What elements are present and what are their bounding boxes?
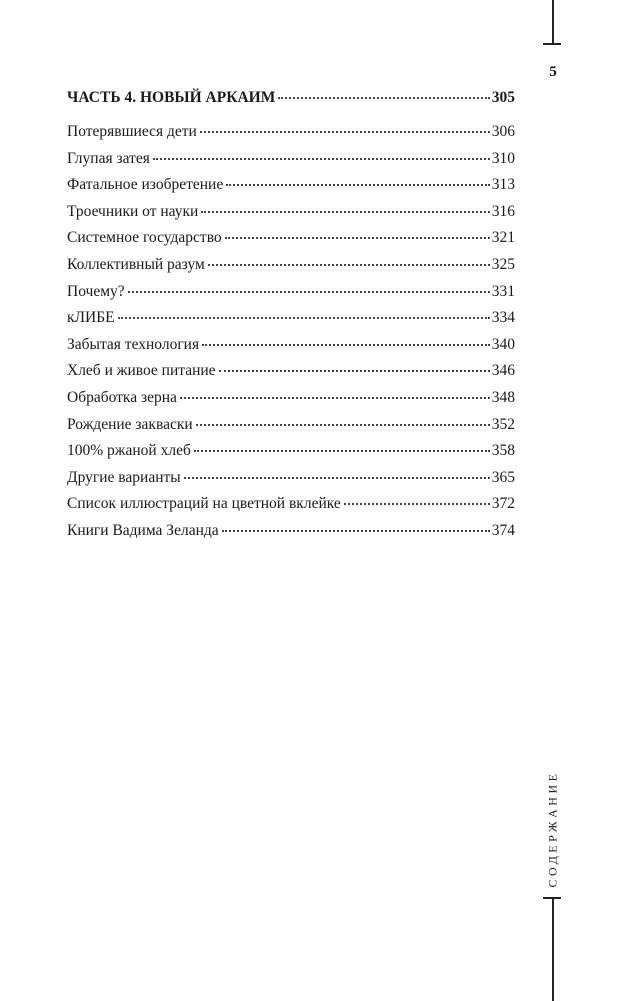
- toc-entry: [67, 336, 515, 363]
- toc-entry: [67, 309, 515, 336]
- toc-entry-page: 321: [491, 229, 515, 247]
- toc-entry-page: 352: [491, 415, 515, 433]
- toc-entry-page: 334: [491, 309, 515, 327]
- toc-leader-dots: [201, 211, 489, 213]
- toc-entry-title: Системное государство: [67, 229, 222, 247]
- toc-entry: [67, 256, 515, 283]
- toc-leader-dots: [180, 397, 490, 399]
- toc-leader-dots: [184, 477, 490, 479]
- toc-entry-page: 313: [491, 176, 515, 194]
- toc-part-title: ЧАСТЬ 4. НОВЫЙ АРКАИМ: [67, 89, 276, 106]
- toc-entry: [67, 123, 515, 150]
- toc-entry: [67, 469, 515, 496]
- toc-entry-title: Коллективный разум: [67, 255, 205, 273]
- toc-leader-dots: [208, 264, 490, 266]
- margin-rule-top: [552, 0, 554, 44]
- toc-entry-page: 325: [491, 255, 515, 273]
- toc-entry-title: Другие варианты: [67, 468, 181, 486]
- toc-leader-dots: [278, 97, 489, 99]
- toc-entry: [67, 362, 515, 389]
- toc-entry-page: 316: [491, 202, 515, 220]
- toc-entry: [67, 283, 515, 310]
- page-number: 5: [549, 64, 557, 80]
- toc-entry-page: 348: [491, 388, 515, 406]
- toc-entry-title: Фатальное изобретение: [67, 176, 224, 194]
- toc-entry: [67, 203, 515, 230]
- toc-leader-dots: [118, 317, 490, 319]
- toc-entry-page: 310: [491, 149, 515, 167]
- toc-entry-title: Потерявшиеся дети: [67, 123, 197, 140]
- toc-entry: [67, 389, 515, 416]
- toc-leader-dots: [344, 503, 490, 505]
- toc-entries: [67, 123, 515, 549]
- toc-entry-page: 340: [491, 335, 515, 353]
- toc-leader-dots: [196, 424, 490, 426]
- toc-entry-title: 100% ржаной хлеб: [67, 442, 191, 460]
- toc-leader-dots: [226, 184, 490, 186]
- toc-entry-title: Обработка зерна: [67, 388, 177, 406]
- margin-tick-top: [543, 43, 561, 45]
- toc-leader-dots: [225, 237, 490, 239]
- toc-leader-dots: [202, 344, 490, 346]
- toc-leader-dots: [153, 158, 490, 160]
- toc-entry: [67, 442, 515, 469]
- table-of-contents: [67, 89, 515, 549]
- toc-entry-page: 306: [491, 123, 515, 140]
- toc-leader-dots: [222, 530, 490, 532]
- toc-entry-page: 358: [491, 442, 515, 460]
- toc-entry-title: Забытая технология: [67, 335, 200, 353]
- toc-entry: [67, 229, 515, 256]
- toc-leader-dots: [194, 450, 490, 452]
- toc-part-page: 305: [491, 89, 515, 106]
- margin-rule-bottom: [552, 898, 554, 1001]
- toc-part-heading: [67, 89, 515, 119]
- toc-entry: [67, 150, 515, 177]
- toc-entry-title: кЛИБЕ: [67, 309, 115, 327]
- toc-entry-title: Список иллюстраций на цветной вклейке: [67, 495, 341, 513]
- toc-entry-page: 346: [491, 362, 515, 380]
- toc-entry-title: Троечники от науки: [67, 202, 199, 220]
- toc-entry-title: Почему?: [67, 282, 125, 300]
- toc-entry: [67, 522, 515, 549]
- toc-entry-page: 331: [491, 282, 515, 300]
- toc-entry: [67, 416, 515, 443]
- toc-leader-dots: [219, 370, 490, 372]
- running-section-label: СОДЕРЖАНИЕ: [545, 770, 560, 888]
- toc-leader-dots: [200, 131, 490, 133]
- toc-entry-title: Рождение закваски: [67, 415, 193, 433]
- toc-entry-page: 365: [491, 468, 515, 486]
- toc-entry: [67, 495, 515, 522]
- toc-entry: [67, 176, 515, 203]
- toc-entry-page: 374: [491, 521, 515, 539]
- toc-entry-title: Глупая затея: [67, 149, 150, 167]
- toc-entry-page: 372: [491, 495, 515, 513]
- toc-entry-title: Книги Вадима Зеланда: [67, 521, 219, 539]
- toc-leader-dots: [128, 291, 490, 293]
- toc-entry-title: Хлеб и живое питание: [67, 362, 216, 380]
